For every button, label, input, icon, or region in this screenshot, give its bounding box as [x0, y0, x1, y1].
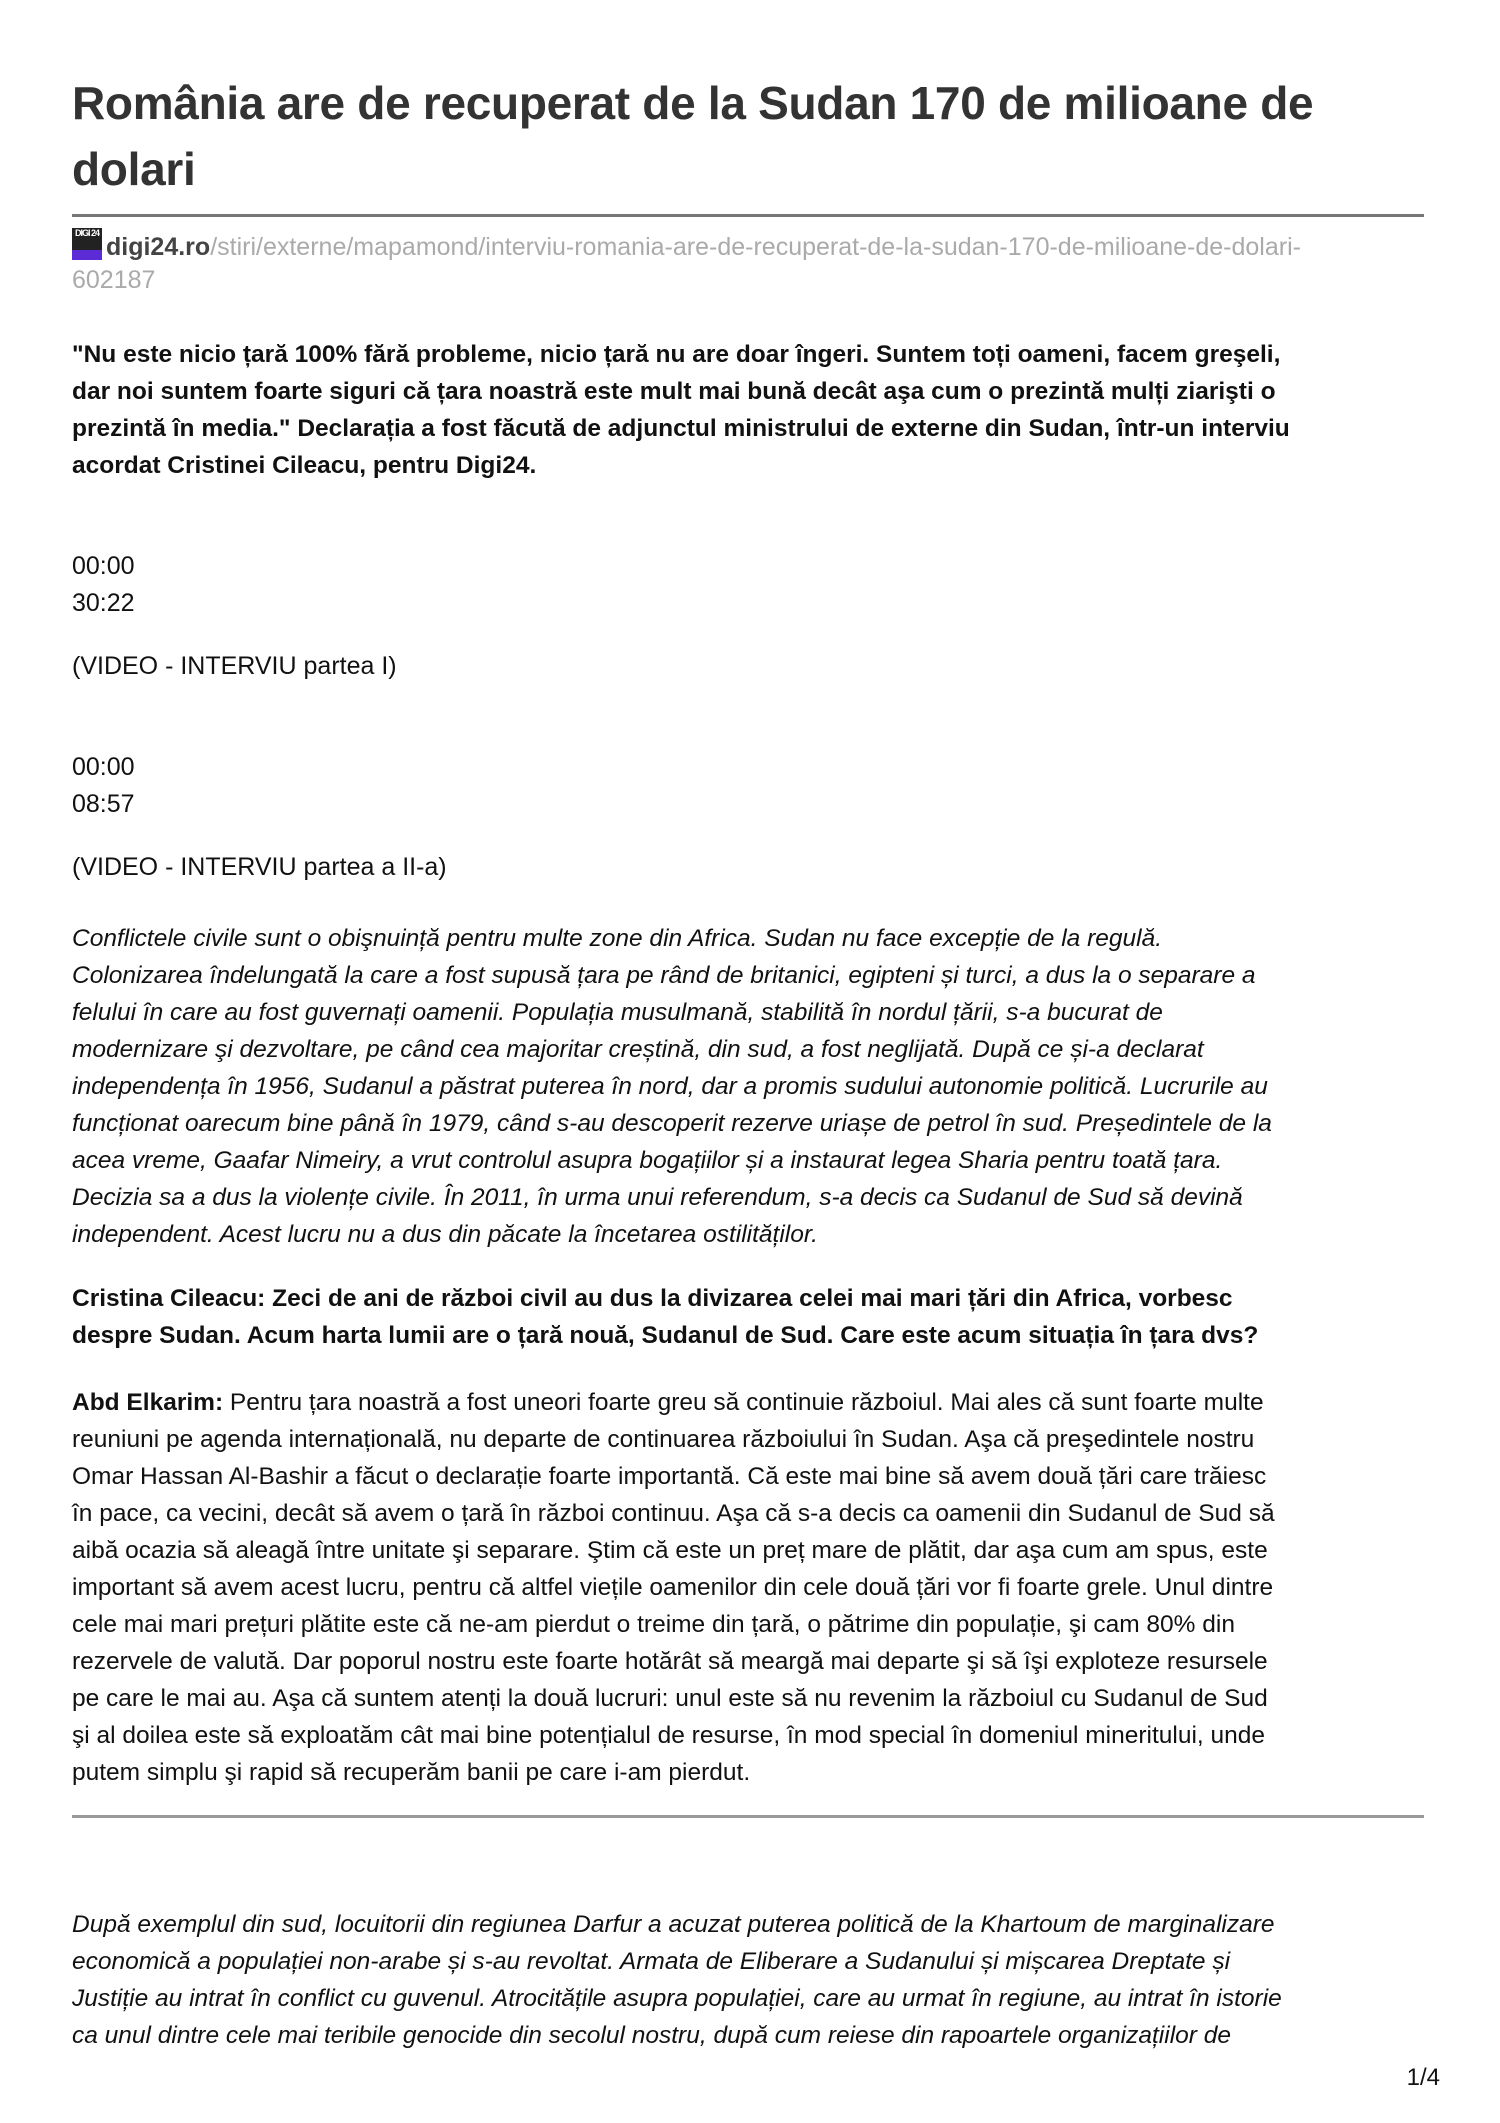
page-number: 1/4 [1406, 2064, 1440, 2091]
context-line: independent. Acest lucru nu a dus din păcate la încetarea ostilităților. [72, 1221, 818, 1248]
answer-line: în pace, ca vecini, decât să avem o țară în război continuu. Aşa că s-a decis ca oamenii din Sudanul de Sud să [72, 1500, 1275, 1527]
lead-line: dar noi suntem foarte siguri că țara noastră este mult mai bună decât aşa cum o prezintă mulți ziarişti o [72, 378, 1276, 405]
context-line: acea vreme, Gaafar Nimeiry, a vrut controlul asupra bogațiilor și a instaurat legea Sharia pentru toată țara. [72, 1147, 1223, 1174]
video-player-1[interactable] [72, 548, 135, 622]
logo-text: DIGI 24 [72, 228, 102, 250]
video-caption-2: (VIDEO - INTERVIU partea a II-a) [72, 853, 447, 881]
title-line: România are de recuperat de la Sudan 170 de milioane de [72, 77, 1314, 129]
answer-line: şi al doilea este să exploatăm cât mai bine potențialul de resurse, în mod special în domeniul mineritului, unde [72, 1722, 1265, 1749]
interview-answer [72, 1384, 1424, 1791]
source-url[interactable] [72, 228, 1424, 297]
context-line: modernizare şi dezvoltare, pe când cea majoritar creștină, din sud, a fost neglijată. După ce și-a declarat [72, 1036, 1204, 1063]
logo-accent-bar [72, 250, 102, 260]
darfur-line: economică a populației non-arabe și s-au revoltat. Armata de Eliberare a Sudanului și mișcarea Dreptate și [72, 1948, 1231, 1975]
context-line: funcționat oarecum bine până în 1979, când s-au descoperit rezerve uriașe de petrol în sud. Președintele de la [72, 1110, 1272, 1137]
source-path[interactable]: /stiri/externe/mapamond/interviu-romania-are-de-recuperat-de-la-sudan-170-de-milioane-de-dolari- [210, 233, 1301, 261]
lead-line: "Nu este nicio țară 100% fără probleme, nicio țară nu are doar îngeri. Suntem toți oameni, facem greşeli, [72, 341, 1281, 368]
context-line: Conflictele civile sunt o obişnuință pentru multe zone din Africa. Sudan nu face excepție de la regulă. [72, 925, 1162, 952]
video-player-2[interactable] [72, 749, 135, 823]
digi24-logo-icon [72, 228, 102, 260]
article-title [72, 70, 1424, 202]
lead-line: acordat Cristinei Cileacu, pentru Digi24. [72, 452, 537, 479]
answer-line: cele mai mari prețuri plătite este că ne-am pierdut o treime din țară, o pătrime din populație, şi cam 80% din [72, 1611, 1235, 1638]
answer-line: important să avem acest lucru, pentru că altfel viețile oamenilor din cele două țări vor fi foarte grele. Unul dintre [72, 1574, 1274, 1601]
context-line: felului în care au fost guvernați oamenii. Populația musulmană, stabilită în nordul țării, s-a bucurat de [72, 999, 1163, 1026]
video-current-time: 00:00 [72, 753, 135, 781]
answer-text: Pentru țara noastră a fost uneori foarte greu să continuie războiul. Mai ales că sunt foarte multe [223, 1389, 1264, 1416]
darfur-line: După exemplul din sud, locuitorii din regiunea Darfur a acuzat puterea politică de la Khartoum de marginalizare [72, 1911, 1275, 1938]
video-caption-1: (VIDEO - INTERVIU partea I) [72, 652, 397, 680]
answer-line: Omar Hassan Al-Bashir a făcut o declarație foarte importantă. Că este mai bine să avem două țări care trăiesc [72, 1463, 1267, 1490]
source-domain[interactable]: digi24.ro [106, 233, 211, 261]
title-line: dolari [72, 143, 196, 195]
answer-line [72, 1384, 1424, 1421]
darfur-line: Justiție au intrat în conflict cu guvenul. Atrocitățile asupra populației, care au urmat în regiune, au intrat în istorie [72, 1985, 1282, 2012]
context-line: Colonizarea îndelungată la care a fost supusă țara pe rând de britanici, egipteni și turci, a dus la o separare a [72, 962, 1256, 989]
answer-line: pe care le mai au. Aşa că suntem atenți la două lucruri: unul este să nu revenim la războiul cu Sudanul de Sud [72, 1685, 1268, 1712]
video-duration: 08:57 [72, 790, 135, 818]
title-divider [72, 214, 1424, 217]
answer-line: aibă ocazia să aleagă între unitate şi separare. Ştim că este un preț mare de plătit, dar aşa cum am spus, este [72, 1537, 1268, 1564]
source-path-continued[interactable]: 602187 [72, 266, 156, 294]
lead-paragraph [72, 336, 1424, 484]
context-paragraph [72, 920, 1424, 1253]
question-line: despre Sudan. Acum harta lumii are o țară nouă, Sudanul de Sud. Care este acum situația în țara dvs? [72, 1322, 1259, 1349]
darfur-paragraph [72, 1906, 1424, 2054]
context-line: independența în 1956, Sudanul a păstrat puterea în nord, dar a promis sudului autonomie politică. Lucrurile au [72, 1073, 1268, 1100]
section-divider [72, 1815, 1424, 1818]
video-current-time: 00:00 [72, 552, 135, 580]
answer-speaker: Abd Elkarim: [72, 1389, 224, 1416]
answer-line: putem simplu şi rapid să recuperăm banii pe care i-am pierdut. [72, 1759, 751, 1786]
context-line: Decizia sa a dus la violențe civile. În 2011, în urma unui referendum, s-a decis ca Sudanul de Sud să devină [72, 1184, 1243, 1211]
answer-line: reuniuni pe agenda internațională, nu departe de continuarea războiului în Sudan. Aşa că preşedintele nostru [72, 1426, 1255, 1453]
lead-line: prezintă în media." Declarația a fost făcută de adjunctul ministrului de externe din Sudan, într-un interviu [72, 415, 1290, 442]
answer-line: rezervele de valută. Dar poporul nostru este foarte hotărât să meargă mai departe şi să îşi exploteze resursele [72, 1648, 1268, 1675]
interview-question [72, 1280, 1424, 1354]
question-line: Cristina Cileacu: Zeci de ani de război civil au dus la divizarea celei mai mari țări din Africa, vorbesc [72, 1285, 1233, 1312]
darfur-line: ca unul dintre cele mai teribile genocide din secolul nostru, după cum reiese din rapoartele organizațiilor de [72, 2022, 1231, 2049]
video-duration: 30:22 [72, 589, 135, 617]
